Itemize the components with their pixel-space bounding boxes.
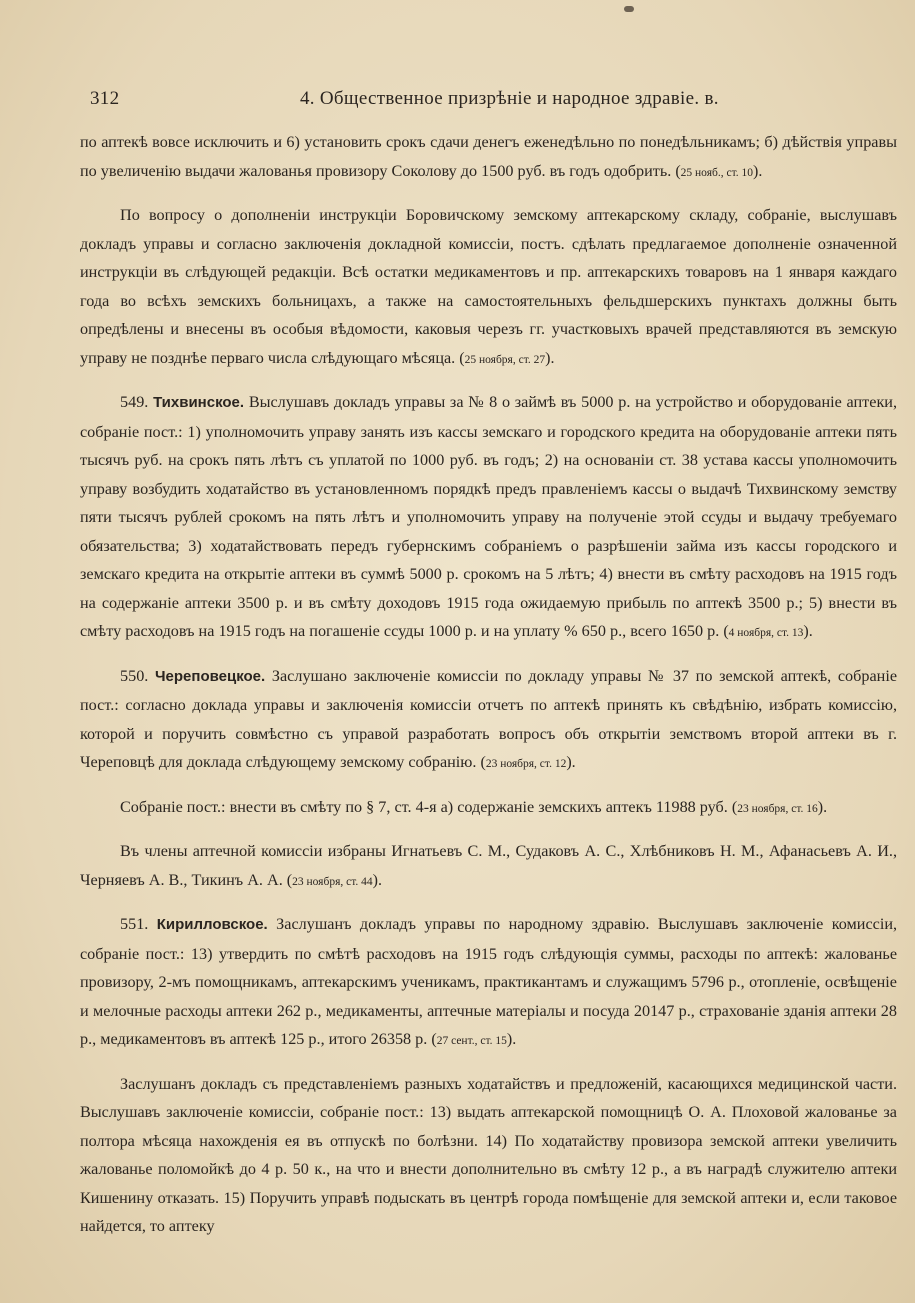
paragraph-550: 550. Череповецкое. Заслушано заключеніе комиссіи по докладу управы № 37 по земской аптекѣ, собраніе пост.: согласно доклада управы и заключенія комиссіи отчетъ по аптекѣ принять къ свѣдѣнію, избрать комиссію, которой и поручить совмѣстно съ управой разработать вопросъ объ открытіи земствомъ второй аптеки въ г. Череповцѣ для доклада слѣдующему земскому собранію. (23 ноября, ст. 12).	[80, 666, 898, 771]
page-header	[90, 88, 855, 118]
paragraph-borovichi: По вопросу о дополненіи инструкціи Боровичскому земскому аптекарскому складу, собраніе, выслушавъ докладъ управы и согласно заключенія докладной комиссіи, постъ. сдѣлать предлагаемое дополненіе означенной инструкціи въ слѣдующей редакціи. Всѣ остатки медикаментовъ и пр. аптекарскихъ товаровъ на 1 января каждаго года во всѣхъ земскихъ больницахъ, а также на самостоятельныхъ фельдшерскихъ пунктахъ должны быть опредѣлены и внесены въ особыя вѣдомости, каковыя черезъ гг. участковыхъ врачей представляются въ земскую управу не позднѣе перваго числа слѣдующаго мѣсяца. (25 ноября, ст. 27).	[80, 206, 897, 367]
paragraph-continuation: по аптекѣ вовсе исключить и 6) установить срокъ сдачи денегъ еженедѣльно по понедѣльникамъ; б) дѣйствія управы по увеличенію выдачи жалованья провизору Соколову до 1500 руб. въ годъ одобрить. (25 нояб., ст. 10).	[80, 133, 897, 180]
paragraph-549: 549. Тихвинское. Выслушавъ докладъ управы за № 8 о займѣ въ 5000 р. на устройство и оборудованіе аптеки, собраніе пост.: 1) уполномочить управу занять изъ кассы земскаго и городского кредита на оборудованіе аптеки пять тысячъ руб. на срокъ пять лѣтъ съ уплатой по 1000 руб. въ годъ; 2) на основаніи ст. 38 устава кассы уполномочить управу возбудить ходатайство въ установленномъ порядкѣ предъ правленіемъ кассы о выдачѣ Тихвинскому земству пяти тысячъ рублей срокомъ на пять лѣтъ и уполномочить управу на полученіе этой ссуды и выдачу требуемаго обязательства; 3) ходатайствовать передъ губернскимъ собраніемъ о разрѣшеніи займа изъ кассы городского и земскаго кредита на открытіе аптеки въ суммѣ 5000 р. срокомъ на 5 лѣтъ; 4) внести въ смѣту расходовъ на 1915 годъ на содержаніе аптеки 3500 р. и въ смѣту доходовъ 1915 года ожидаемую прибыль по аптекѣ 3500 р.; 5) внести въ смѣту расходовъ на 1915 годъ на погашеніе ссуды 1000 р. и на уплату % 650 р., всего 1650 р. (4 ноября, ст. 13).	[80, 393, 898, 640]
entry-number: 550.	[120, 666, 149, 685]
citation-ref: 25 ноября, ст. 27	[464, 353, 546, 366]
citation-ref: 25 нояб., ст. 10	[680, 166, 753, 179]
entry-heading: Череповецкое.	[155, 667, 266, 685]
entry-number: 551.	[120, 915, 149, 933]
entry-heading: Тихвинское.	[153, 394, 245, 411]
paragraph-text: Заслушанъ докладъ съ представленіемъ разныхъ ходатайствъ и предложеній, касающихся медицинской части. Выслушавъ заключеніе комиссіи, собраніе пост.: 13) выдать аптекарской помощницѣ О. А. Плоховой жалованье за полтора мѣсяца нахожденія ея въ отпускѣ по болѣзни. 14) По ходатайству провизора земской аптеки увеличить жалованье поломойкѣ до 4 р. 50 к., на что и внести дополнительно въ смѣту 12 р., а въ наградѣ служителю аптеки Кишенину отказать. 15) Поручить управѣ подыскать въ центрѣ города помѣщеніе для земской аптеки и, если таковое найдется, то аптеку	[80, 1074, 897, 1235]
entry-heading: Кирилловское.	[156, 916, 268, 933]
paragraph-commission: Въ члены аптечной комиссіи избраны Игнатьевъ С. М., Судаковъ А. С., Хлѣбниковъ Н. М., Афанасьевъ А. И., Черняевъ А. В., Тикинъ А. А. (23 ноября, ст. 44).	[80, 842, 897, 889]
paragraph-smeta: Собраніе пост.: внести въ смѣту по § 7, ст. 4-я а) содержаніе земскихъ аптекъ 11988 руб. (23 ноября, ст. 16).	[120, 797, 828, 816]
paragraph-text: Выслушавъ докладъ управы за № 8 о займѣ въ 5000 р. на устройство и оборудованіе аптеки, собраніе пост.: 1) уполномочить управу занять изъ кассы земскаго и городского кредита на оборудованіе аптеки пять тысячъ руб. на срокъ пять лѣтъ съ уплатой по 1000 руб. въ годъ; 2) на основаніи ст. 38 устава кассы уполномочить управу возбудить ходатайство въ установленномъ порядкѣ предъ правленіемъ кассы о выдачѣ Тихвинскому земству пяти тысячъ рублей срокомъ на пять лѣтъ и уполномочить управу на полученіе этой ссуды и выдачу требуемаго обязательства; 3) ходатайствовать передъ губернскимъ собраніемъ о разрѣшеніи займа изъ кассы городского и земскаго кредита на открытіе аптеки въ суммѣ 5000 р. срокомъ на 5 лѣтъ; 4) внести въ смѣту расходовъ на 1915 годъ на содержаніе аптеки 3500 р. и въ смѣту доходовъ 1915 года ожидаемую прибыль по аптекѣ 3500 р.; 5) внести въ смѣту расходовъ на 1915 годъ на погашеніе ссуды 1000 р. и на уплату % 650 р., всего 1650 р.	[80, 393, 898, 640]
running-title: 4. Общественное призрѣніе и народное здравіе. в.	[300, 88, 719, 109]
entry-number: 549.	[120, 393, 149, 411]
ink-mark	[624, 6, 634, 12]
paragraph-text: Заслушано заключеніе комиссіи по докладу управы № 37 по земской аптекѣ, собраніе пост.: согласно доклада управы и заключенія комиссіи отчетъ по аптекѣ принять къ свѣдѣнію, избрать комиссію, которой и поручить совмѣстно съ управой разработать вопросъ объ открытіи земствомъ второй аптеки въ г. Череповцѣ для доклада слѣдующему земскому собранію.	[80, 666, 898, 771]
citation-ref: 4 ноября, ст. 13	[728, 627, 804, 639]
paragraph-text: Собраніе пост.: внести въ смѣту по § 7, ст. 4-я а) содержаніе земскихъ аптекъ 11988 руб.	[120, 797, 728, 816]
citation-ref: 23 ноября, ст. 44	[292, 875, 373, 888]
paragraph-551: 551. Кирилловское. Заслушанъ докладъ управы по народному здравію. Выслушавъ заключеніе комиссіи, собраніе пост.: 13) утвердить по смѣтѣ расходовъ на 1915 годъ слѣдующія суммы, расходы по аптекѣ: жалованье провизору, 2-мъ помощникамъ, аптекарскимъ ученикамъ, практикантамъ и служащимъ 5796 р., отопленіе, освѣщеніе и мелочные расходы аптеки 262 р., медикаменты, аптечные матеріалы и посуда 20147 р., страхованіе зданія аптеки 28 р., медикаментовъ въ аптекѣ 125 р., итого 26358 р. (27 сент., ст. 15).	[80, 915, 898, 1048]
citation-ref: 23 ноября, ст. 16	[737, 802, 818, 815]
page-body	[80, 128, 897, 1241]
paragraph-text: По вопросу о дополненіи инструкціи Боровичскому земскому аптекарскому складу, собраніе, выслушавъ докладъ управы и согласно заключенія докладной комиссіи, постъ. сдѣлать предлагаемое дополненіе означенной инструкціи въ слѣдующей редакціи. Всѣ остатки медикаментовъ и пр. аптекарскихъ товаровъ на 1 января каждаго года во всѣхъ земскихъ больницахъ, а также на самостоятельныхъ фельдшерскихъ пунктахъ должны быть опредѣлены и внесены въ особыя вѣдомости, каковыя черезъ гг. участковыхъ врачей представляются въ земскую управу не позднѣе перваго числа слѣдующаго мѣсяца.	[80, 206, 897, 367]
paragraph-petitions	[80, 1070, 897, 1241]
citation-ref: 27 сент., ст. 15	[436, 1035, 507, 1047]
paragraph-text: Въ члены аптечной комиссіи избраны Игнатьевъ С. М., Судаковъ А. С., Хлѣбниковъ Н. М., Афанасьевъ А. И., Черняевъ А. В., Тикинъ А. А.	[80, 842, 897, 889]
page-number: 312	[90, 88, 120, 109]
paragraph-text: по аптекѣ вовсе исключить и 6) установить срокъ сдачи денегъ еженедѣльно по понедѣльникамъ; б) дѣйствія управы по увеличенію выдачи жалованья провизору Соколову до 1500 руб. въ годъ одобрить.	[80, 133, 897, 180]
paragraph-text: Заслушанъ докладъ управы по народному здравію. Выслушавъ заключеніе комиссіи, собраніе пост.: 13) утвердить по смѣтѣ расходовъ на 1915 годъ слѣдующія суммы, расходы по аптекѣ: жалованье провизору, 2-мъ помощникамъ, аптекарскимъ ученикамъ, практикантамъ и служащимъ 5796 р., отопленіе, освѣщеніе и мелочные расходы аптеки 262 р., медикаменты, аптечные матеріалы и посуда 20147 р., страхованіе зданія аптеки 28 р., медикаментовъ въ аптекѣ 125 р., итого 26358 р.	[80, 915, 898, 1048]
citation-ref: 23 ноября, ст. 12	[485, 758, 567, 770]
